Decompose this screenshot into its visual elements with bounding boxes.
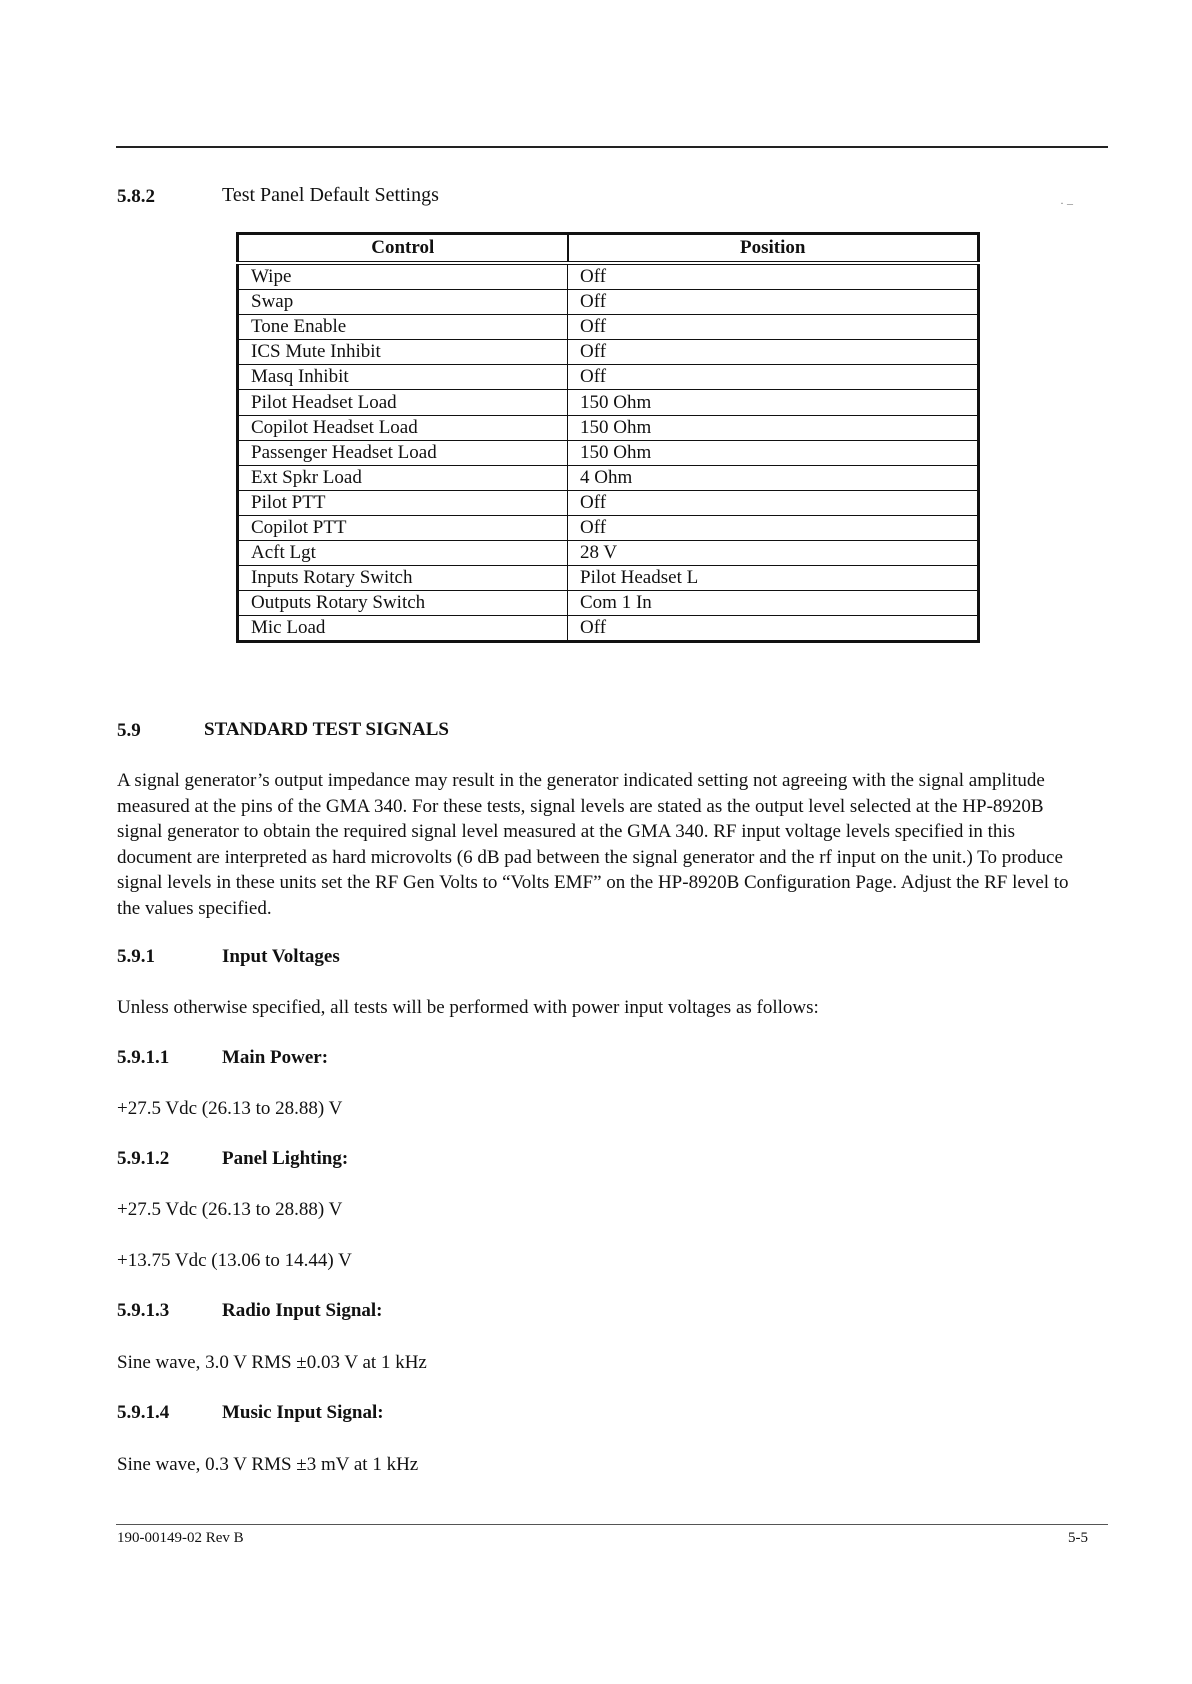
control-cell: Copilot PTT <box>238 515 568 540</box>
position-cell: Off <box>568 290 979 315</box>
section-title: Main Power: <box>222 1047 329 1068</box>
column-header-control: Control <box>238 234 568 264</box>
section-number: 5.9.1.1 <box>117 1047 170 1068</box>
table-row <box>238 515 979 540</box>
column-header-position: Position <box>568 234 979 264</box>
position-cell: Off <box>568 340 979 365</box>
position-cell: 28 V <box>568 541 979 566</box>
position-cell: Pilot Headset L <box>568 566 979 591</box>
table-row <box>238 290 979 315</box>
control-cell: Acft Lgt <box>238 541 568 566</box>
default-settings-table <box>236 232 980 643</box>
control-cell: Ext Spkr Load <box>238 465 568 490</box>
position-cell: Off <box>568 515 979 540</box>
control-cell: Tone Enable <box>238 315 568 340</box>
section-title: Test Panel Default Settings <box>222 184 439 206</box>
section-number: 5.9.1.4 <box>117 1402 170 1423</box>
control-cell: ICS Mute Inhibit <box>238 340 568 365</box>
position-cell: 150 Ohm <box>568 390 979 415</box>
footer-rule <box>116 1524 1108 1525</box>
position-cell: Off <box>568 315 979 340</box>
table-row <box>238 365 979 390</box>
control-cell: Pilot Headset Load <box>238 390 568 415</box>
value-line: Sine wave, 0.3 V RMS ±3 mV at 1 kHz <box>117 1454 419 1475</box>
table-row <box>238 440 979 465</box>
position-cell: Off <box>568 616 979 642</box>
header-rule <box>116 146 1108 148</box>
paragraph: Unless otherwise specified, all tests will be performed with power input voltages as follows: <box>117 997 819 1018</box>
table-row <box>238 541 979 566</box>
section-number: 5.9 <box>117 720 141 741</box>
table-header-row <box>238 234 979 264</box>
table-row <box>238 340 979 365</box>
section-number: 5.9.1 <box>117 946 155 967</box>
table-row <box>238 390 979 415</box>
control-cell: Wipe <box>238 263 568 290</box>
section-number: 5.9.1.3 <box>117 1300 170 1321</box>
table-row <box>238 415 979 440</box>
document-number: 190-00149-02 Rev B <box>117 1530 244 1546</box>
table-row <box>238 490 979 515</box>
position-cell: 4 Ohm <box>568 465 979 490</box>
value-line: +27.5 Vdc (26.13 to 28.88) V <box>117 1199 343 1220</box>
value-line: +27.5 Vdc (26.13 to 28.88) V <box>117 1098 343 1119</box>
table-row <box>238 566 979 591</box>
table-row <box>238 591 979 616</box>
control-cell: Inputs Rotary Switch <box>238 566 568 591</box>
position-cell: Off <box>568 490 979 515</box>
section-title: Radio Input Signal: <box>222 1300 383 1321</box>
table-row <box>238 465 979 490</box>
position-cell: 150 Ohm <box>568 415 979 440</box>
section-title: Panel Lighting: <box>222 1148 349 1169</box>
section-title: Music Input Signal: <box>222 1402 384 1423</box>
position-cell: Com 1 In <box>568 591 979 616</box>
control-cell: Copilot Headset Load <box>238 415 568 440</box>
control-cell: Masq Inhibit <box>238 365 568 390</box>
table-row <box>238 315 979 340</box>
table-row <box>238 263 979 290</box>
section-title: Input Voltages <box>222 946 340 967</box>
control-cell: Passenger Headset Load <box>238 440 568 465</box>
position-cell: Off <box>568 263 979 290</box>
position-cell: 150 Ohm <box>568 440 979 465</box>
table-row <box>238 616 979 642</box>
control-cell: Mic Load <box>238 616 568 642</box>
control-cell: Pilot PTT <box>238 490 568 515</box>
value-line: Sine wave, 3.0 V RMS ±0.03 V at 1 kHz <box>117 1352 427 1373</box>
scan-mark: · – <box>1060 196 1073 210</box>
control-cell: Outputs Rotary Switch <box>238 591 568 616</box>
value-line: +13.75 Vdc (13.06 to 14.44) V <box>117 1250 352 1271</box>
page-number: 5-5 <box>1068 1530 1088 1546</box>
control-cell: Swap <box>238 290 568 315</box>
position-cell: Off <box>568 365 979 390</box>
section-number: 5.8.2 <box>117 186 155 207</box>
intro-paragraph: A signal generator’s output impedance may result in the generator indicated setting not agreeing with the signal amplitude measured at the pins of the GMA 340. For these tests, signal levels are stated as the output level selected at the HP-8920B signal generator to obtain the required signal level measured at the GMA 340. RF input voltage levels specified in this document are interpreted as hard microvolts (6 dB pad between the signal generator and the rf input on the unit.) To produce signal levels in these units set the RF Gen Volts to “Volts EMF” on the HP-8920B Configuration Page. Adjust the RF level to the values specified. <box>117 770 1069 919</box>
section-number: 5.9.1.2 <box>117 1148 170 1169</box>
section-title: STANDARD TEST SIGNALS <box>204 719 449 740</box>
